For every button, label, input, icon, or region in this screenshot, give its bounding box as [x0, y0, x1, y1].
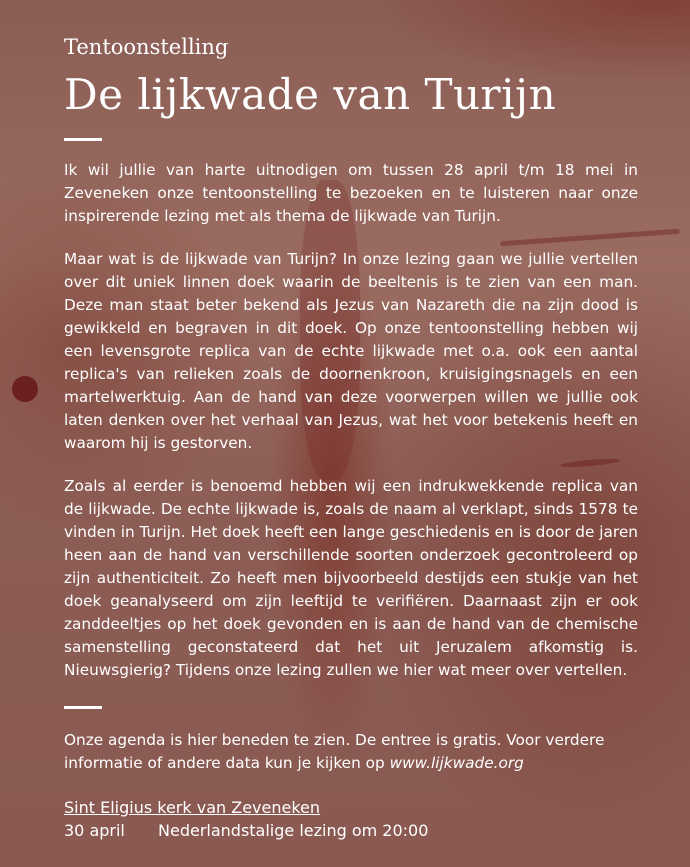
- agenda-intro: Onze agenda is hier beneden te zien. De entree is gratis. Voor verdere informatie of andere data kun je kijken op: [64, 731, 605, 772]
- event-description: Nederlandstalige lezing om 20:00: [158, 821, 429, 840]
- page-title: De lijkwade van Turijn: [64, 70, 557, 119]
- website-link[interactable]: www.lijkwade.org: [389, 754, 524, 772]
- agenda-text: [64, 729, 638, 775]
- subtitle: Tentoonstelling: [64, 35, 229, 59]
- divider: [64, 138, 102, 141]
- location-heading: Sint Eligius kerk van Zeveneken: [64, 798, 321, 817]
- flyer-content: [64, 34, 638, 843]
- history-paragraph: Zoals al eerder is benoemd hebben wij een indrukwekkende replica van de lijkwade. De echte lijkwade is, zoals de naam al verklapt, sinds 1578 te vinden in Turijn. Het doek heeft een lange geschiedenis en is door de jaren heen aan de hand van verschillende soorten onderzoek gecontroleerd op zijn authenticiteit. Zo heeft men bijvoorbeeld destijds een stukje van het doek geanalyseerd om zijn leeftijd te verifiëren. Daarnaast zijn er ook zanddeeltjes op het doek gevonden en is aan de hand van de chemische samenstelling geconstateerd dat het uit Jeruzalem afkomstig is. Nieuwsgierig? Tijdens onze lezing zullen we hier wat meer over vertellen.: [64, 477, 638, 679]
- description-paragraph: Maar wat is de lijkwade van Turijn? In onze lezing gaan we jullie vertellen over dit uniek linnen doek waarin de beeltenis is te zien van een man. Deze man staat beter bekend als Jezus van Nazareth die na zijn dood is gewikkeld en begraven in dit doek. Op onze tentoonstelling hebben wij een levensgrote replica van de echte lijkwade met o.a. ook een aantal replica's van relieken zoals de doornenkroon, kruisigingsnagels en een martelwerktuig. Aan de hand van deze voorwerpen willen we jullie ook laten denken over het verhaal van Jezus, wat het voor betekenis heeft en waarom hij is gestorven.: [64, 250, 638, 452]
- divider: [64, 706, 102, 709]
- event-date: 30 april: [64, 821, 125, 840]
- intro-paragraph: Ik wil jullie van harte uitnodigen om tussen 28 april t/m 18 mei in Zeveneken onze tentoonstelling te bezoeken en te luisteren naar onze inspirerende lezing met als thema de lijkwade van Turijn.: [64, 161, 638, 225]
- shroud-stain-dot: [12, 376, 38, 402]
- event-row: [64, 819, 638, 843]
